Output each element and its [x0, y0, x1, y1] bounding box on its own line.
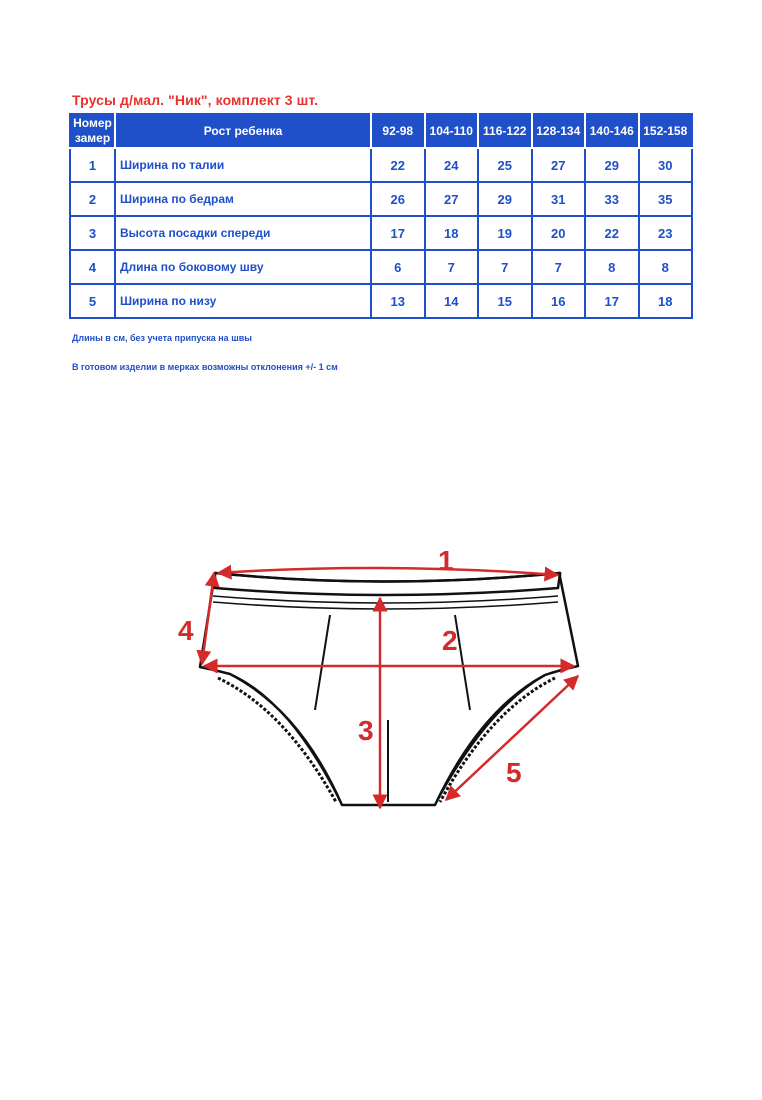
table-cell: 7	[425, 250, 479, 284]
table-cell: 30	[639, 148, 693, 182]
table-cell: 20	[532, 216, 586, 250]
waist-arrow	[218, 568, 558, 575]
table-cell: 29	[585, 148, 639, 182]
note-tolerance: В готовом изделии в мерках возможны отклонения +/- 1 см	[72, 362, 338, 372]
table-cell: 17	[585, 284, 639, 318]
table-cell: 29	[478, 182, 532, 216]
row-label: Ширина по талии	[115, 148, 371, 182]
table-cell: 18	[425, 216, 479, 250]
row-label: Высота посадки спереди	[115, 216, 371, 250]
dimension-label-5: 5	[506, 757, 522, 788]
measurement-number-header: Номер замер	[70, 114, 115, 148]
dimension-label-2: 2	[442, 625, 458, 656]
table-row	[70, 216, 692, 250]
table-cell: 13	[371, 284, 425, 318]
table-row	[70, 284, 692, 318]
size-table-header-row	[70, 114, 692, 148]
table-cell: 27	[532, 148, 586, 182]
row-label: Длина по боковому шву	[115, 250, 371, 284]
table-cell: 14	[425, 284, 479, 318]
briefs-measurement-diagram	[170, 540, 600, 830]
table-cell: 35	[639, 182, 693, 216]
size-table	[69, 113, 693, 319]
dimension-label-1: 1	[438, 545, 454, 576]
row-label: Ширина по низу	[115, 284, 371, 318]
table-row	[70, 250, 692, 284]
table-cell: 15	[478, 284, 532, 318]
table-cell: 23	[639, 216, 693, 250]
note-units: Длины в см, без учета припуска на швы	[72, 333, 252, 343]
table-cell: 17	[371, 216, 425, 250]
table-cell: 33	[585, 182, 639, 216]
table-cell: 8	[585, 250, 639, 284]
table-cell: 19	[478, 216, 532, 250]
table-cell: 16	[532, 284, 586, 318]
table-cell: 7	[532, 250, 586, 284]
row-number: 2	[70, 182, 115, 216]
size-header: 104-110	[425, 114, 479, 148]
dimension-label-3: 3	[358, 715, 374, 746]
size-header: 116-122	[478, 114, 532, 148]
row-number: 5	[70, 284, 115, 318]
table-cell: 27	[425, 182, 479, 216]
table-cell: 7	[478, 250, 532, 284]
table-cell: 22	[585, 216, 639, 250]
dimension-label-4: 4	[178, 615, 194, 646]
size-header: 92-98	[371, 114, 425, 148]
child-height-header: Рост ребенка	[115, 114, 371, 148]
table-cell: 25	[478, 148, 532, 182]
row-number: 4	[70, 250, 115, 284]
size-header: 140-146	[585, 114, 639, 148]
table-cell: 22	[371, 148, 425, 182]
row-label: Ширина по бедрам	[115, 182, 371, 216]
table-cell: 18	[639, 284, 693, 318]
table-row	[70, 148, 692, 182]
size-header: 128-134	[532, 114, 586, 148]
table-cell: 31	[532, 182, 586, 216]
product-title: Трусы д/мал. "Ник", комплект 3 шт.	[72, 92, 319, 108]
table-cell: 8	[639, 250, 693, 284]
table-cell: 6	[371, 250, 425, 284]
row-number: 1	[70, 148, 115, 182]
row-number: 3	[70, 216, 115, 250]
table-row	[70, 182, 692, 216]
size-header: 152-158	[639, 114, 693, 148]
table-cell: 24	[425, 148, 479, 182]
table-cell: 26	[371, 182, 425, 216]
